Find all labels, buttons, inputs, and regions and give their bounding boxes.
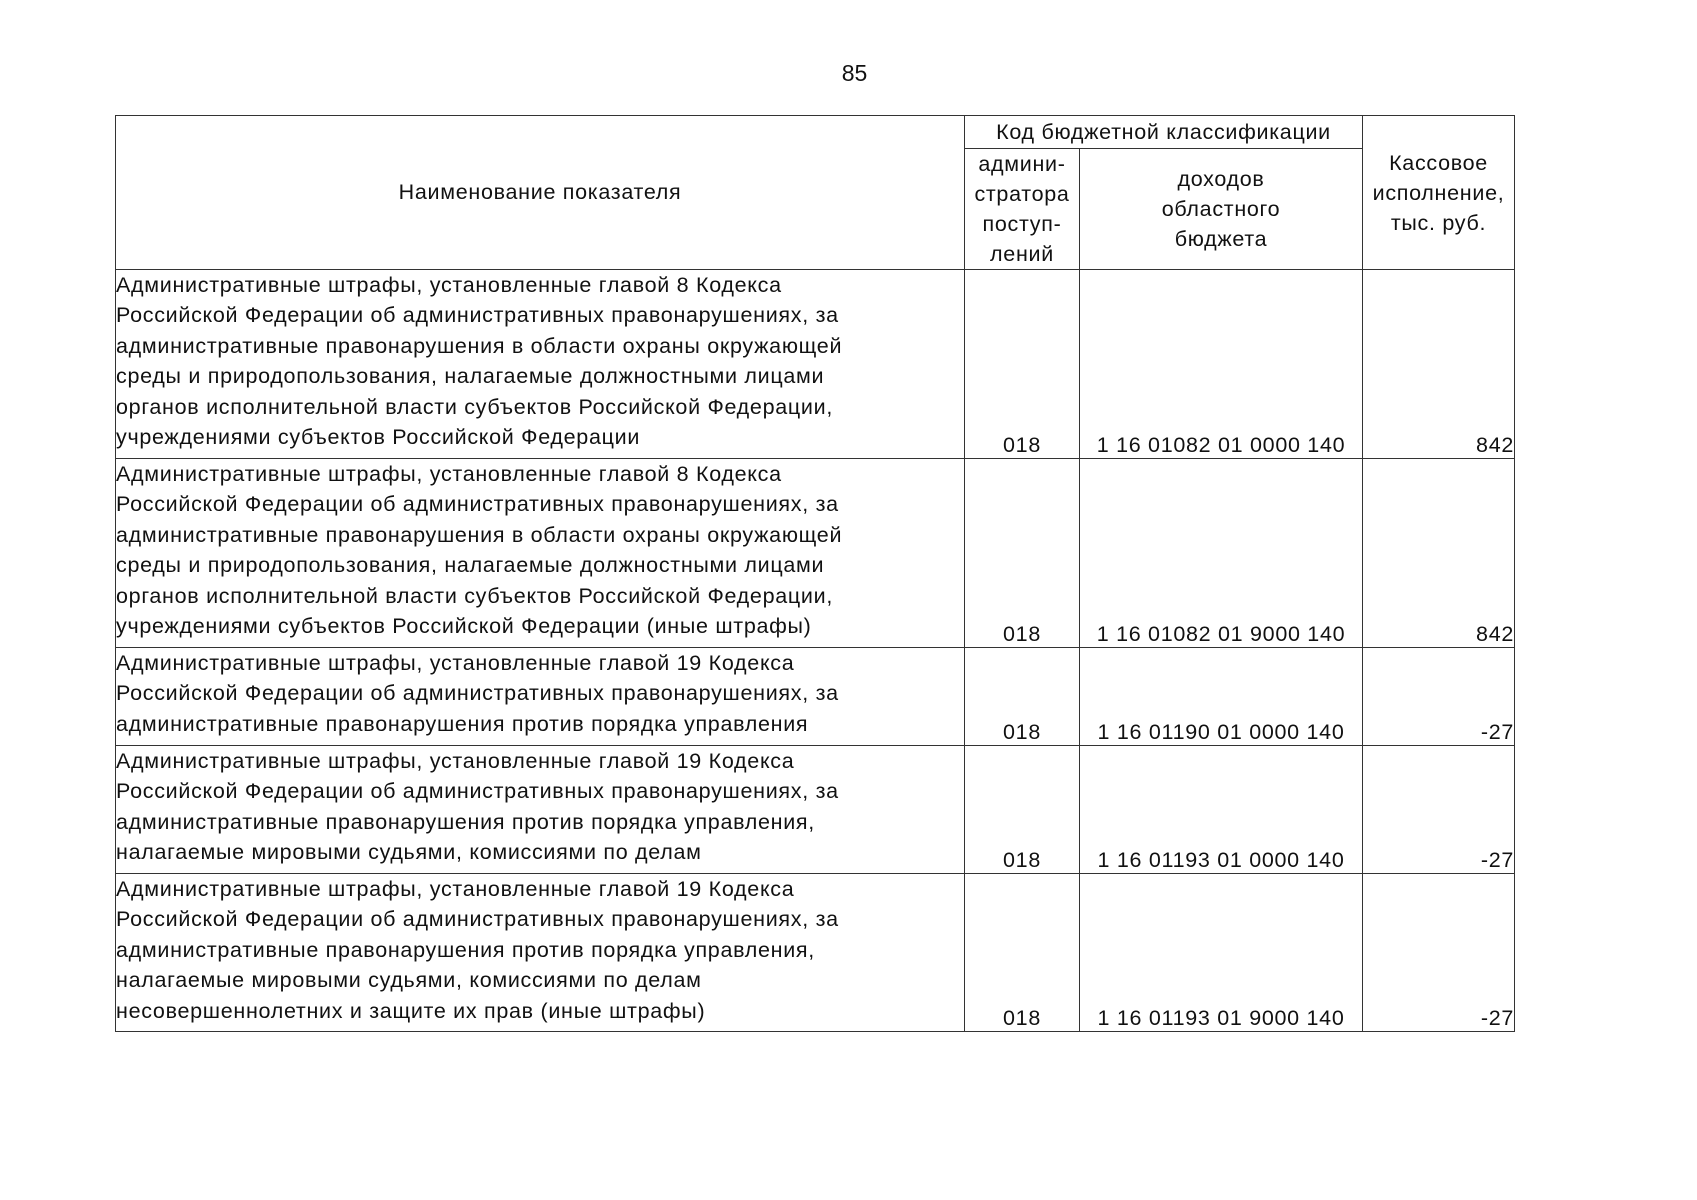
name-line: административные правонарушения против порядка управления, [116,937,815,962]
name-line: Российской Федерации об административных правонарушениях, за [116,907,839,932]
indicator-name-cell [116,874,965,1032]
admin-code-cell: 018 [965,874,1080,1032]
indicator-name-cell [116,270,965,459]
income-code-cell: 1 16 01190 01 0000 140 [1080,648,1363,746]
page-number: 85 [841,60,868,86]
header-admin-line: стратора [974,182,1070,206]
indicator-name-cell [116,648,965,746]
name-line: административные правонарушения против порядка управления, [116,809,815,834]
name-line: Административные штрафы, установленные главой 8 Кодекса [116,273,782,297]
header-indicator-name: Наименование показателя [116,116,965,270]
name-line: Российской Федерации об административных правонарушениях, за [116,779,839,804]
income-code-cell: 1 16 01193 01 0000 140 [1080,746,1363,874]
table-row [116,874,1515,1032]
header-admin-line: лений [990,242,1054,266]
name-line: административные правонарушения в области охраны окружающей [116,333,843,358]
name-line: Российской Федерации об административных правонарушениях, за [116,492,839,517]
header-admin-line: поступ- [982,212,1062,236]
income-code-cell: 1 16 01082 01 9000 140 [1080,459,1363,648]
header-cash-execution-line: исполнение, [1372,180,1505,205]
name-line: налагаемые мировыми судьями, комиссиями по делам [116,840,702,865]
name-line: учреждениями субъектов Российской Федерации [116,425,641,450]
admin-code-cell: 018 [965,746,1080,874]
name-line: органов исполнительной власти субъектов Российской Федерации, [116,583,834,608]
name-line: Российской Федерации об административных правонарушениях, за [116,303,839,328]
header-income-line: областного [1161,197,1281,221]
header-cash-execution [1363,116,1515,270]
name-line: среды и природопользования, налагаемые должностными лицами [116,364,825,389]
name-line: учреждениями субъектов Российской Федерации (иные штрафы) [116,614,812,639]
header-revenue-administrator [965,149,1080,270]
indicator-name-cell [116,746,965,874]
admin-code-cell: 018 [965,459,1080,648]
admin-code-cell: 018 [965,270,1080,459]
name-line: административные правонарушения в области охраны окружающей [116,522,843,547]
table-row [116,648,1515,746]
name-line: Российской Федерации об административных правонарушениях, за [116,681,839,706]
header-cash-execution-line: тыс. руб. [1390,210,1487,235]
budget-classification-table [115,115,1515,1032]
cash-execution-cell: 842 [1363,459,1515,648]
name-line: Административные штрафы, установленные главой 19 Кодекса [116,749,795,773]
table-row [116,270,1515,459]
name-line: административные правонарушения против порядка управления [116,711,809,736]
admin-code-cell: 018 [965,648,1080,746]
header-cash-execution-line: Кассовое [1389,150,1488,175]
header-income-line: бюджета [1174,227,1268,251]
header-budget-code-group: Код бюджетной классификации [965,116,1363,149]
name-line: органов исполнительной власти субъектов Российской Федерации, [116,394,834,419]
name-line: Административные штрафы, установленные главой 8 Кодекса [116,462,782,486]
header-regional-budget-income [1080,149,1363,270]
name-line: Административные штрафы, установленные главой 19 Кодекса [116,877,795,901]
income-code-cell: 1 16 01193 01 9000 140 [1080,874,1363,1032]
indicator-name-cell [116,459,965,648]
table-row [116,746,1515,874]
name-line: среды и природопользования, налагаемые должностными лицами [116,553,825,578]
cash-execution-cell: -27 [1363,746,1515,874]
income-code-cell: 1 16 01082 01 0000 140 [1080,270,1363,459]
cash-execution-cell: -27 [1363,648,1515,746]
name-line: налагаемые мировыми судьями, комиссиями по делам [116,968,702,993]
cash-execution-cell: -27 [1363,874,1515,1032]
cash-execution-cell: 842 [1363,270,1515,459]
table-row [116,459,1515,648]
name-line: несовершеннолетних и защите их прав (иные штрафы) [116,998,706,1023]
header-admin-line: админи- [978,152,1066,176]
header-income-line: доходов [1177,167,1265,191]
name-line: Административные штрафы, установленные главой 19 Кодекса [116,651,795,675]
